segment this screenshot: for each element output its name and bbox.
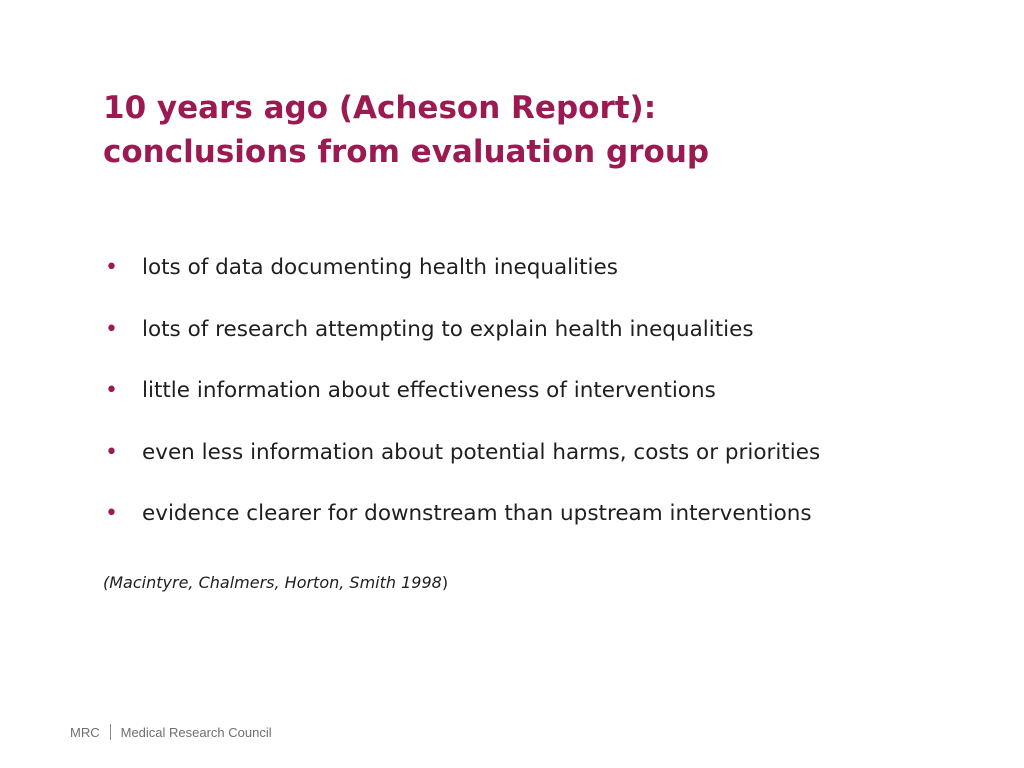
- footer-logo: [70, 721, 272, 743]
- bullet-dot-icon: •: [105, 378, 118, 403]
- bullet-text: little information about effectiveness of interventions: [142, 378, 716, 403]
- bullet-item: [103, 495, 1003, 557]
- bullet-dot-icon: •: [105, 439, 118, 465]
- bullet-text: lots of data documenting health inequalities: [142, 255, 618, 280]
- footer-org-name: Medical Research Council: [120, 724, 272, 740]
- bullet-dot-icon: •: [105, 255, 118, 280]
- footer-divider: [110, 724, 111, 740]
- citation: [103, 571, 448, 595]
- bullet-text: evidence clearer for downstream than upstream interventions: [142, 501, 812, 526]
- bullet-list: [103, 249, 1003, 557]
- slide-title-line-1: 10 years ago (Acheson Report):: [103, 90, 657, 126]
- bullet-item: [103, 434, 1003, 496]
- bullet-item: [103, 372, 1003, 434]
- slide-title-line-2: conclusions from evaluation group: [103, 134, 710, 170]
- bullet-item: [103, 249, 1003, 311]
- bullet-dot-icon: •: [105, 501, 118, 526]
- slide-title: [103, 86, 963, 174]
- bullet-dot-icon: •: [105, 316, 118, 342]
- citation-close-paren: ): [441, 573, 449, 592]
- bullet-item: [103, 311, 1003, 373]
- citation-open-paren: (: [103, 573, 110, 592]
- bullet-text: even less information about potential harms, costs or priorities: [142, 439, 821, 465]
- citation-authors: Macintyre, Chalmers, Horton, Smith 1998: [109, 573, 442, 592]
- footer-org-abbrev: MRC: [70, 724, 100, 740]
- bullet-text: lots of research attempting to explain health inequalities: [142, 316, 754, 342]
